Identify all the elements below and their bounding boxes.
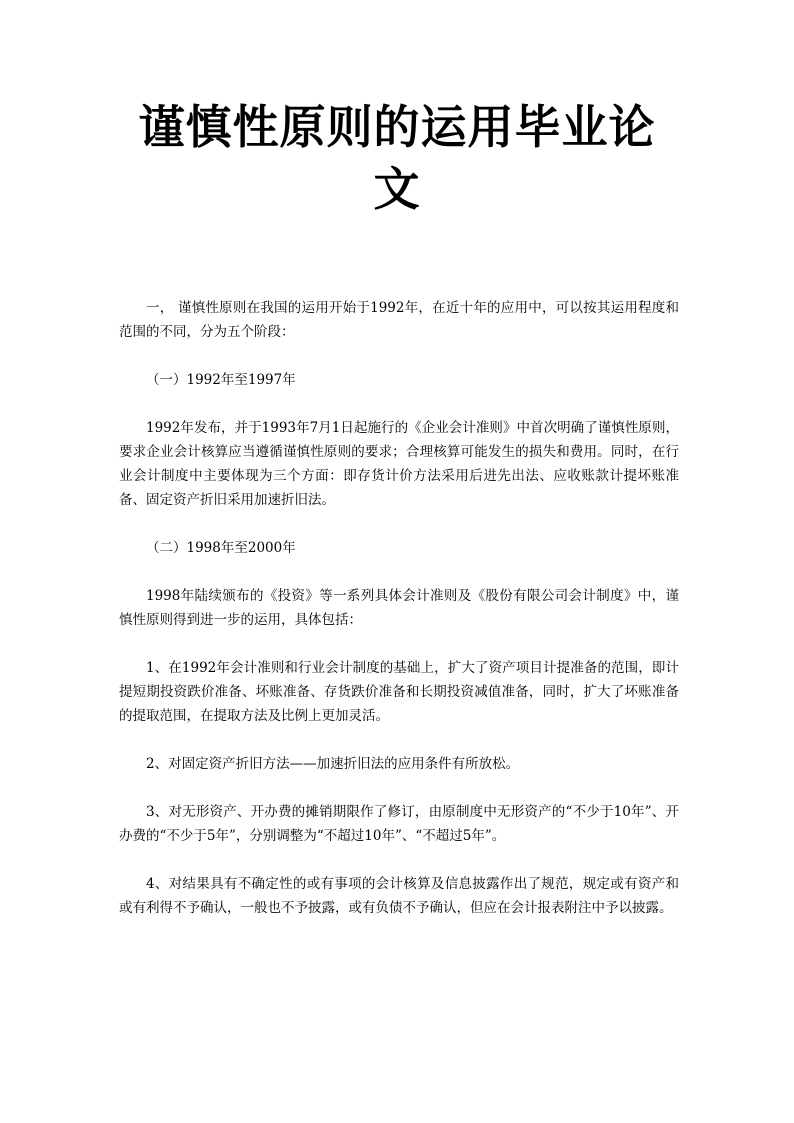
list-item-1: 1、在1992年会计准则和行业会计制度的基础上，扩大了资产项目计提准备的范围，即计提短期投资跌价准备、坏账准备、存货跌价准备和长期投资减值准备，同时，扩大了坏账准备的提取范围，在提取方法及比例上更加灵活。: [119, 660, 679, 724]
section-heading-2: （二）1998年至2000年: [146, 540, 296, 556]
paragraph-1998: 1998年陆续颁布的《投资》等一系列具体会计准则及《股份有限公司会计制度》中，谨慎性原则得到进一步的运用，具体包括：: [119, 588, 679, 628]
paragraph-intro: 一， 谨慎性原则在我国的运用开始于1992年，在近十年的应用中，可以按其运用程度和范围的不同，分为五个阶段：: [119, 300, 679, 340]
paragraph-1992: 1992年发布，并于1993年7月1日起施行的《企业会计准则》中首次明确了谨慎性原则，要求企业会计核算应当遵循谨慎性原则的要求；合理核算可能发生的损失和费用。同时，在行业会计制度中主要体现为三个方面：即存货计价方法采用后进先出法、应收账款计提坏账准备、固定资产折旧采用加速折旧法。: [119, 420, 679, 508]
section-heading-1: （一）1992年至1997年: [146, 372, 296, 388]
document-body: [119, 296, 679, 944]
list-item-4: 4、对结果具有不确定性的或有事项的会计核算及信息披露作出了规范，规定或有资产和或有利得不予确认，一般也不予披露，或有负债不予确认，但应在会计报表附注中予以披露。: [119, 876, 679, 916]
document-title: 谨慎性原则的运用毕业论文: [138, 100, 656, 216]
list-item-2: 2、对固定资产折旧方法——加速折旧法的应用条件有所放松。: [146, 756, 520, 772]
list-item-3: 3、对无形资产、开办费的摊销期限作了修订，由原制度中无形资产的“不少于10年”、开办费的“不少于5年”，分别调整为“不超过10年”、“不超过5年”。: [119, 804, 679, 844]
